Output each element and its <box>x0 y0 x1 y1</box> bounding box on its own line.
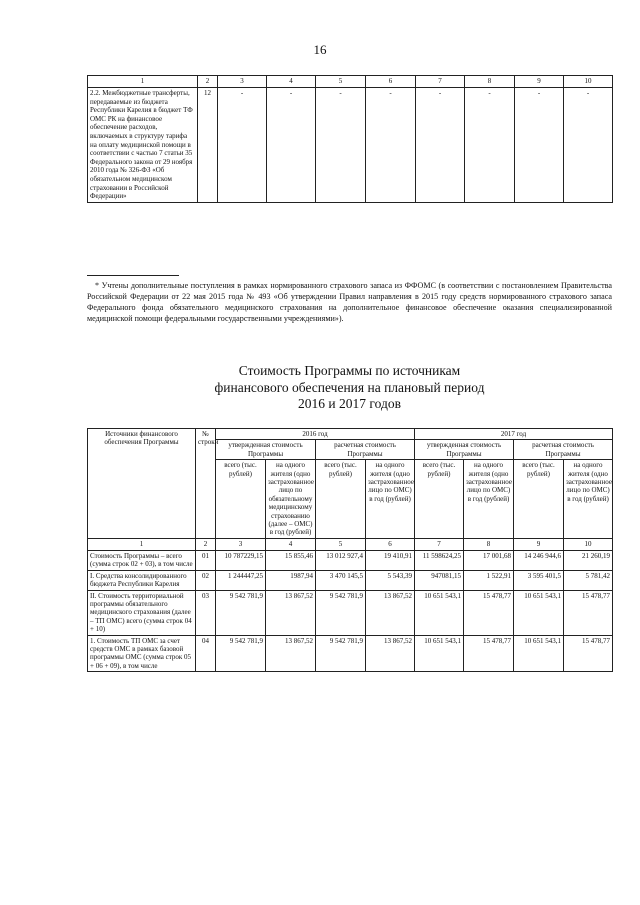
column-number: 6 <box>366 538 415 550</box>
header-approved-cost: утвержденная стоимость Программы <box>216 440 316 460</box>
value-cell: 9 542 781,9 <box>316 635 366 672</box>
value-cell: 15 855,46 <box>266 550 316 570</box>
top-table-header-row <box>88 76 613 88</box>
header-per-resident: на одного жителя (одно застрахованное лицо по обязательному медицинскому страхованию (далее – ОМС) в год (рублей) <box>266 460 316 539</box>
header-row-number: № строки <box>196 429 216 539</box>
header-per-insured: на одного жителя (одно застрахованное лицо по ОМС) в год (рублей) <box>464 460 514 539</box>
value-cell: 15 478,77 <box>564 635 613 672</box>
value-cell: 9 542 781,9 <box>216 635 266 672</box>
column-number: 10 <box>564 538 613 550</box>
column-number: 8 <box>464 538 514 550</box>
title-line: финансового обеспечения на плановый период <box>214 379 485 395</box>
value-cell: 947081,15 <box>415 570 464 590</box>
header-year-2017: 2017 год <box>415 429 613 440</box>
column-number: 3 <box>216 538 266 550</box>
header-cell: 5 <box>316 76 366 88</box>
value-cell: 9 542 781,9 <box>316 590 366 635</box>
header-cell: 4 <box>267 76 316 88</box>
value-cell: 10 651 543,1 <box>415 590 464 635</box>
row-label: Стоимость Программы – всего (сумма строк 02 + 03), в том числе <box>88 550 196 570</box>
value-cell: 17 001,68 <box>464 550 514 570</box>
value-cell: 13 867,52 <box>366 635 415 672</box>
title-line: Стоимость Программы по источникам <box>238 363 461 378</box>
column-number: 7 <box>415 538 464 550</box>
header-calc-cost: расчетная стоимость Программы <box>316 440 415 460</box>
table-row <box>88 570 613 590</box>
value-cell: 13 867,52 <box>366 590 415 635</box>
column-number: 2 <box>196 538 216 550</box>
value-cell: 13 867,52 <box>266 590 316 635</box>
column-number: 9 <box>514 538 564 550</box>
footnote-separator <box>87 275 179 276</box>
value-cell: 13 867,52 <box>266 635 316 672</box>
row-label: 2.2. Межбюджетные трансферты, передаваемые из бюджета Республики Карелия в бюджет ТФ ОМС РК на финансовое обеспечение расходов, включаемых в структуру тарифа на оплату медицинской помощи в соответствии с частью 7 статьи 35 Федерального закона от 29 ноября 2010 года № 326-ФЗ «Об обязательном медицинском страховании в Российской Федерации» <box>88 88 198 203</box>
row-code: 04 <box>196 635 216 672</box>
header-total: всего (тыс. рублей) <box>514 460 564 539</box>
row-label: II. Стоимость территориальной программы обязательного медицинского страхования (далее – ТП ОМС) всего (сумма строк 04 + 10) <box>88 590 196 635</box>
header-per-insured: на одного жителя (одно застрахованное лицо по ОМС) в год (рублей) <box>564 460 613 539</box>
footnote: * Учтены дополнительные поступления в рамках нормированного страхового запаса из ФФОМС (в соответствии с постановлением Правительства Российской Федерации от 22 мая 2015 года № 493 «Об утверждении Правил направления в 2015 году средств нормированного страхового запаса Федерального фонда обязательного медицинского страхования на дополнительное финансовое обеспечение оказания специализированной медицинской помощи федеральными государственными учреждениями»). <box>87 281 612 323</box>
value-cell: 15 478,77 <box>564 590 613 635</box>
value-cell: 10 787229,15 <box>216 550 266 570</box>
column-number: 1 <box>88 538 196 550</box>
value-cell: - <box>564 88 613 203</box>
header-cell: 6 <box>366 76 416 88</box>
column-number: 5 <box>316 538 366 550</box>
value-cell: 5 781,42 <box>564 570 613 590</box>
value-cell: 10 651 543,1 <box>514 590 564 635</box>
header-cell: 8 <box>465 76 515 88</box>
title-line: 2016 и 2017 годов <box>298 396 401 411</box>
table-row <box>88 88 613 203</box>
table-row <box>88 590 613 635</box>
top-table <box>87 75 613 203</box>
value-cell: 1 522,91 <box>464 570 514 590</box>
header-cell: 2 <box>198 76 218 88</box>
value-cell: 1987,94 <box>266 570 316 590</box>
value-cell: 15 478,77 <box>464 590 514 635</box>
row-label: 1. Стоимость ТП ОМС за счет средств ОМС в рамках базовой программы ОМС (сумма строк 05 + 06 + 09), в том числе <box>88 635 196 672</box>
header-total: всего (тыс. рублей) <box>216 460 266 539</box>
header-year-2016: 2016 год <box>216 429 415 440</box>
value-cell: - <box>316 88 366 203</box>
value-cell: 11 598624,25 <box>415 550 464 570</box>
value-cell: 15 478,77 <box>464 635 514 672</box>
header-per-insured: на одного жителя (одно застрахованное лицо по ОМС) в год (рублей) <box>366 460 415 539</box>
value-cell: 10 651 543,1 <box>514 635 564 672</box>
value-cell: 14 246 944,6 <box>514 550 564 570</box>
header-calc-cost: расчетная стоимость Программы <box>514 440 613 460</box>
header-cell: 9 <box>515 76 564 88</box>
value-cell: 10 651 543,1 <box>415 635 464 672</box>
row-code: 03 <box>196 590 216 635</box>
row-code: 01 <box>196 550 216 570</box>
header-cell: 1 <box>88 76 198 88</box>
value-cell: 5 543,39 <box>366 570 415 590</box>
header-row <box>88 429 613 440</box>
value-cell: - <box>218 88 267 203</box>
value-cell: 3 470 145,5 <box>316 570 366 590</box>
value-cell: 19 410,91 <box>366 550 415 570</box>
value-cell: - <box>267 88 316 203</box>
value-cell: 1 244447,25 <box>216 570 266 590</box>
row-label: I. Средства консолидированного бюджета Республики Карелия <box>88 570 196 590</box>
value-cell: 3 595 401,5 <box>514 570 564 590</box>
value-cell: - <box>366 88 416 203</box>
header-total: всего (тыс. рублей) <box>415 460 464 539</box>
column-number: 4 <box>266 538 316 550</box>
page-number: 16 <box>313 42 327 57</box>
column-number-row <box>88 538 613 550</box>
header-approved-cost: утвержденная стоимость Программы <box>415 440 514 460</box>
section-title <box>87 363 612 413</box>
value-cell: 21 260,19 <box>564 550 613 570</box>
table-row <box>88 635 613 672</box>
value-cell: - <box>416 88 465 203</box>
value-cell: 9 542 781,9 <box>216 590 266 635</box>
row-code: 02 <box>196 570 216 590</box>
value-cell: - <box>515 88 564 203</box>
header-source: Источники финансового обеспечения Программы <box>88 429 196 539</box>
row-code: 12 <box>198 88 218 203</box>
table-row <box>88 550 613 570</box>
header-cell: 10 <box>564 76 613 88</box>
header-cell: 3 <box>218 76 267 88</box>
value-cell: 13 012 927,4 <box>316 550 366 570</box>
header-cell: 7 <box>416 76 465 88</box>
value-cell: - <box>465 88 515 203</box>
header-total: всего (тыс. рублей) <box>316 460 366 539</box>
main-table <box>87 428 613 672</box>
